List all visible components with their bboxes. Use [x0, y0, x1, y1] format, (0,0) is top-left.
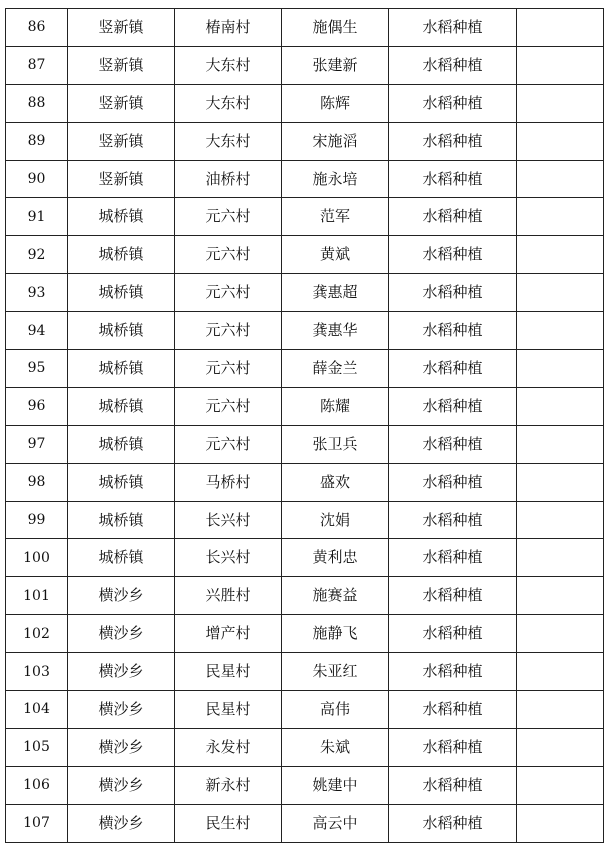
remarks-cell: [517, 122, 604, 160]
table-row: [6, 615, 604, 653]
table-row: [6, 577, 604, 615]
serial-number-cell: 105: [6, 728, 68, 766]
serial-number-cell: 106: [6, 766, 68, 804]
village-cell: 元六村: [175, 198, 282, 236]
crop-type-cell: 水稻种植: [389, 653, 517, 691]
name-cell: 沈娟: [282, 501, 389, 539]
serial-number-cell: 107: [6, 804, 68, 842]
serial-number-cell: 100: [6, 539, 68, 577]
town-cell: 竖新镇: [68, 160, 175, 198]
crop-type-cell: 水稻种植: [389, 766, 517, 804]
serial-number-cell: 98: [6, 463, 68, 501]
remarks-cell: [517, 728, 604, 766]
table-row: [6, 387, 604, 425]
town-cell: 横沙乡: [68, 653, 175, 691]
town-cell: 横沙乡: [68, 766, 175, 804]
table-row: [6, 84, 604, 122]
remarks-cell: [517, 463, 604, 501]
serial-number-cell: 93: [6, 274, 68, 312]
name-cell: 张卫兵: [282, 425, 389, 463]
name-cell: 盛欢: [282, 463, 389, 501]
remarks-cell: [517, 425, 604, 463]
table-row: [6, 653, 604, 691]
table-row: [6, 46, 604, 84]
town-cell: 横沙乡: [68, 691, 175, 729]
serial-number-cell: 102: [6, 615, 68, 653]
remarks-cell: [517, 691, 604, 729]
crop-type-cell: 水稻种植: [389, 160, 517, 198]
town-cell: 横沙乡: [68, 728, 175, 766]
remarks-cell: [517, 501, 604, 539]
roster-table-body: [6, 9, 604, 843]
village-cell: 民星村: [175, 653, 282, 691]
table-row: [6, 312, 604, 350]
crop-type-cell: 水稻种植: [389, 728, 517, 766]
remarks-cell: [517, 312, 604, 350]
name-cell: 陈辉: [282, 84, 389, 122]
town-cell: 城桥镇: [68, 501, 175, 539]
town-cell: 城桥镇: [68, 387, 175, 425]
remarks-cell: [517, 9, 604, 47]
village-cell: 元六村: [175, 387, 282, 425]
crop-type-cell: 水稻种植: [389, 198, 517, 236]
table-row: [6, 728, 604, 766]
crop-type-cell: 水稻种植: [389, 84, 517, 122]
remarks-cell: [517, 274, 604, 312]
table-row: [6, 9, 604, 47]
table-row: [6, 539, 604, 577]
town-cell: 横沙乡: [68, 804, 175, 842]
village-cell: 元六村: [175, 350, 282, 388]
town-cell: 城桥镇: [68, 463, 175, 501]
table-row: [6, 766, 604, 804]
village-cell: 兴胜村: [175, 577, 282, 615]
name-cell: 高云中: [282, 804, 389, 842]
crop-type-cell: 水稻种植: [389, 9, 517, 47]
name-cell: 姚建中: [282, 766, 389, 804]
town-cell: 城桥镇: [68, 274, 175, 312]
name-cell: 朱斌: [282, 728, 389, 766]
town-cell: 城桥镇: [68, 539, 175, 577]
crop-type-cell: 水稻种植: [389, 615, 517, 653]
crop-type-cell: 水稻种植: [389, 236, 517, 274]
serial-number-cell: 88: [6, 84, 68, 122]
town-cell: 城桥镇: [68, 425, 175, 463]
crop-type-cell: 水稻种植: [389, 577, 517, 615]
table-row: [6, 804, 604, 842]
table-row: [6, 160, 604, 198]
remarks-cell: [517, 653, 604, 691]
village-cell: 元六村: [175, 312, 282, 350]
village-cell: 民生村: [175, 804, 282, 842]
name-cell: 龚惠超: [282, 274, 389, 312]
name-cell: 黄利忠: [282, 539, 389, 577]
table-row: [6, 198, 604, 236]
town-cell: 竖新镇: [68, 122, 175, 160]
village-cell: 元六村: [175, 425, 282, 463]
roster-table: [5, 8, 604, 843]
remarks-cell: [517, 804, 604, 842]
village-cell: 元六村: [175, 236, 282, 274]
name-cell: 宋施滔: [282, 122, 389, 160]
village-cell: 马桥村: [175, 463, 282, 501]
village-cell: 椿南村: [175, 9, 282, 47]
town-cell: 竖新镇: [68, 84, 175, 122]
remarks-cell: [517, 46, 604, 84]
remarks-cell: [517, 160, 604, 198]
serial-number-cell: 99: [6, 501, 68, 539]
table-row: [6, 463, 604, 501]
remarks-cell: [517, 577, 604, 615]
crop-type-cell: 水稻种植: [389, 122, 517, 160]
village-cell: 长兴村: [175, 539, 282, 577]
name-cell: 施偶生: [282, 9, 389, 47]
serial-number-cell: 101: [6, 577, 68, 615]
crop-type-cell: 水稻种植: [389, 274, 517, 312]
village-cell: 大东村: [175, 84, 282, 122]
village-cell: 永发村: [175, 728, 282, 766]
crop-type-cell: 水稻种植: [389, 46, 517, 84]
town-cell: 城桥镇: [68, 198, 175, 236]
remarks-cell: [517, 387, 604, 425]
table-row: [6, 274, 604, 312]
serial-number-cell: 95: [6, 350, 68, 388]
village-cell: 新永村: [175, 766, 282, 804]
remarks-cell: [517, 539, 604, 577]
town-cell: 横沙乡: [68, 577, 175, 615]
remarks-cell: [517, 615, 604, 653]
town-cell: 竖新镇: [68, 46, 175, 84]
town-cell: 竖新镇: [68, 9, 175, 47]
serial-number-cell: 94: [6, 312, 68, 350]
crop-type-cell: 水稻种植: [389, 804, 517, 842]
serial-number-cell: 104: [6, 691, 68, 729]
remarks-cell: [517, 198, 604, 236]
name-cell: 薛金兰: [282, 350, 389, 388]
serial-number-cell: 103: [6, 653, 68, 691]
serial-number-cell: 86: [6, 9, 68, 47]
name-cell: 施静飞: [282, 615, 389, 653]
serial-number-cell: 90: [6, 160, 68, 198]
name-cell: 黄斌: [282, 236, 389, 274]
name-cell: 朱亚红: [282, 653, 389, 691]
crop-type-cell: 水稻种植: [389, 691, 517, 729]
town-cell: 城桥镇: [68, 236, 175, 274]
crop-type-cell: 水稻种植: [389, 501, 517, 539]
crop-type-cell: 水稻种植: [389, 387, 517, 425]
serial-number-cell: 96: [6, 387, 68, 425]
crop-type-cell: 水稻种植: [389, 312, 517, 350]
remarks-cell: [517, 766, 604, 804]
serial-number-cell: 91: [6, 198, 68, 236]
serial-number-cell: 92: [6, 236, 68, 274]
village-cell: 油桥村: [175, 160, 282, 198]
table-row: [6, 425, 604, 463]
remarks-cell: [517, 84, 604, 122]
village-cell: 长兴村: [175, 501, 282, 539]
name-cell: 陈耀: [282, 387, 389, 425]
name-cell: 施永培: [282, 160, 389, 198]
name-cell: 张建新: [282, 46, 389, 84]
name-cell: 龚惠华: [282, 312, 389, 350]
name-cell: 范军: [282, 198, 389, 236]
table-row: [6, 691, 604, 729]
village-cell: 元六村: [175, 274, 282, 312]
remarks-cell: [517, 350, 604, 388]
crop-type-cell: 水稻种植: [389, 539, 517, 577]
town-cell: 城桥镇: [68, 350, 175, 388]
village-cell: 大东村: [175, 122, 282, 160]
town-cell: 横沙乡: [68, 615, 175, 653]
table-row: [6, 501, 604, 539]
table-row: [6, 122, 604, 160]
name-cell: 高伟: [282, 691, 389, 729]
serial-number-cell: 87: [6, 46, 68, 84]
serial-number-cell: 89: [6, 122, 68, 160]
crop-type-cell: 水稻种植: [389, 350, 517, 388]
town-cell: 城桥镇: [68, 312, 175, 350]
village-cell: 民星村: [175, 691, 282, 729]
table-row: [6, 350, 604, 388]
crop-type-cell: 水稻种植: [389, 425, 517, 463]
crop-type-cell: 水稻种植: [389, 463, 517, 501]
table-row: [6, 236, 604, 274]
name-cell: 施赛益: [282, 577, 389, 615]
village-cell: 大东村: [175, 46, 282, 84]
village-cell: 增产村: [175, 615, 282, 653]
serial-number-cell: 97: [6, 425, 68, 463]
remarks-cell: [517, 236, 604, 274]
